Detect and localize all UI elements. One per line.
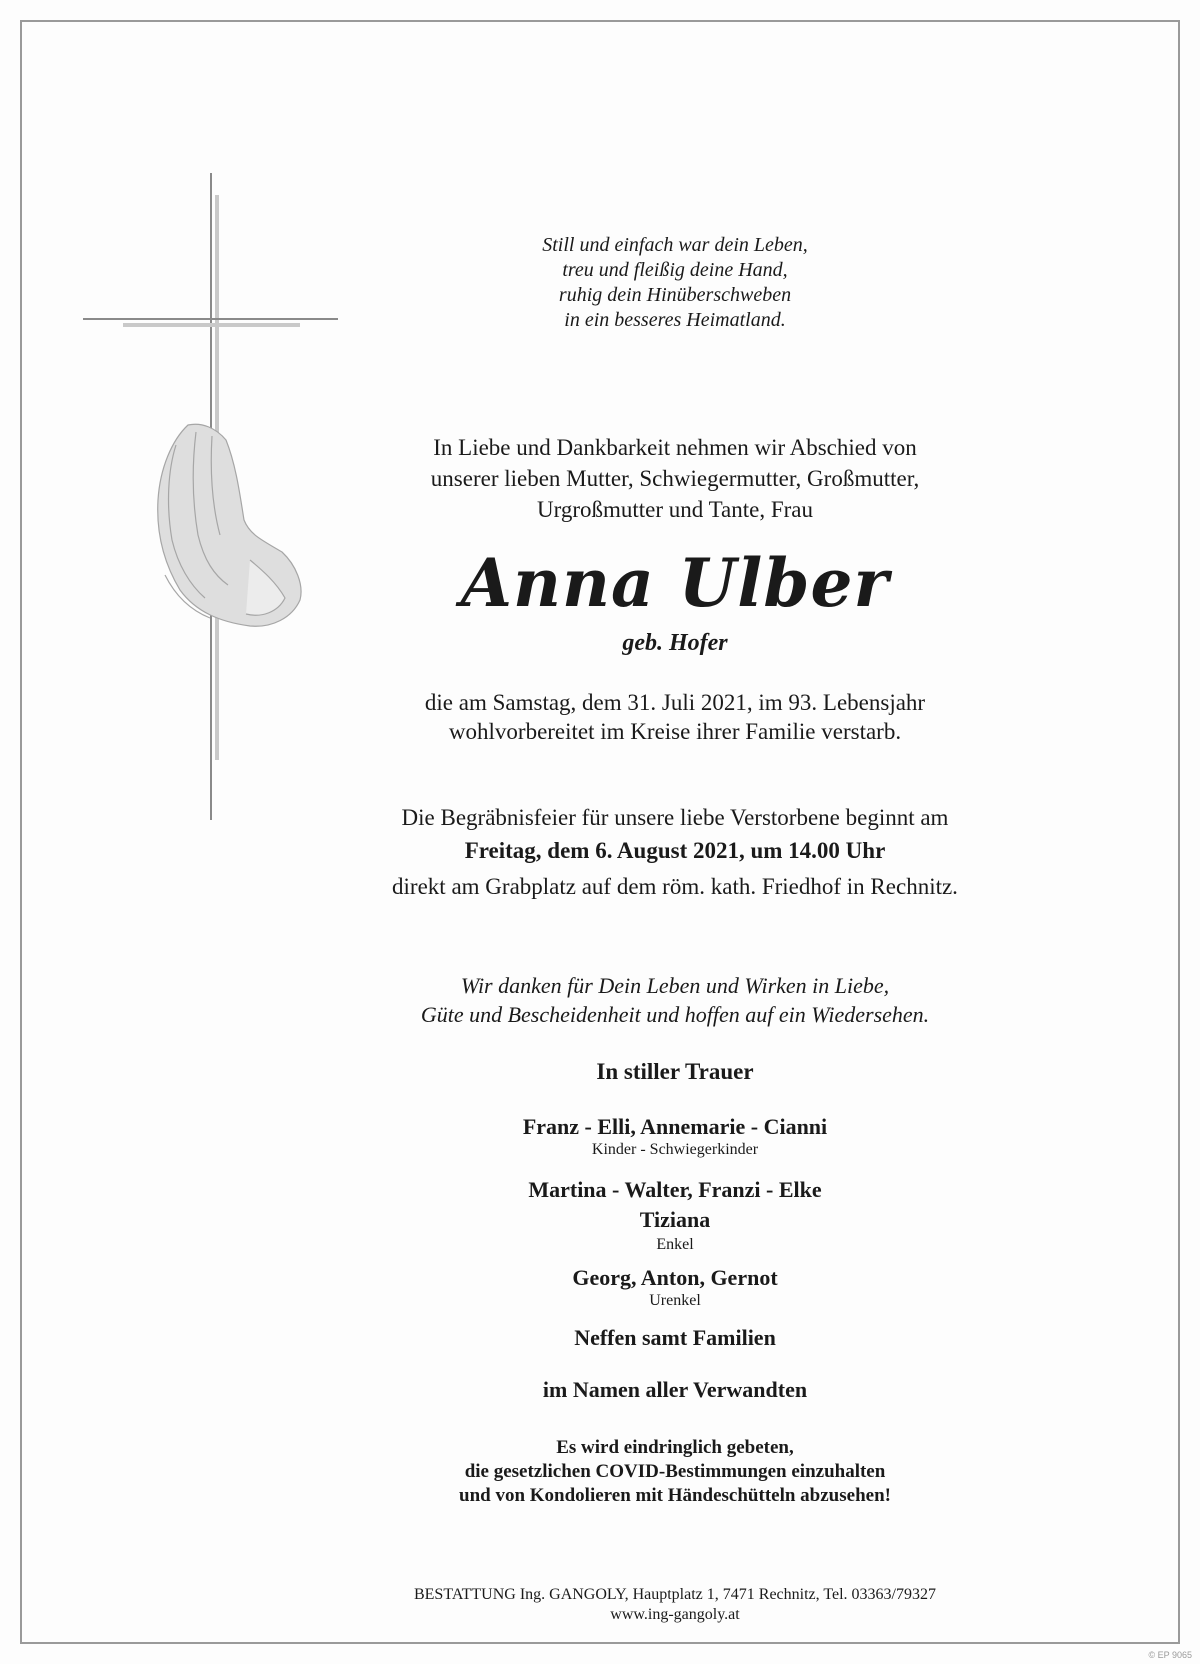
poem-line: ruhig dein Hinüberschweben [558,284,792,306]
grief-heading: In stiller Trauer [596,1059,754,1084]
poem-line: Still und einfach war dein Leben, [542,234,808,256]
mourners-grandchildren [365,1175,985,1255]
template-code: © EP 9065 [1148,1650,1192,1660]
death-notice-line: wohlvorbereitet im Kreise ihrer Familie verstarb. [448,719,902,744]
praying-hands-icon [158,424,301,626]
death-notice-line: die am Samstag, dem 31. Juli 2021, im 93. Lebensjahr [424,690,926,715]
poem-line: treu und fleißig deine Hand, [562,259,788,281]
funeral-date: Freitag, dem 6. August 2021, um 14.00 Uhr [464,838,886,863]
funeral-home-website: www.ing-gangoly.at [610,1606,740,1623]
mourner-names: Tiziana [639,1207,711,1232]
maiden-name: geb. Hofer [622,630,728,656]
covid-line: die gesetzlichen COVID-Bestimmungen einzuhalten [464,1461,886,1482]
poem-line: in ein besseres Heimatland. [564,309,786,331]
intro-line: unserer lieben Mutter, Schwiegermutter, Großmutter, [430,466,920,491]
funeral-home-address: BESTATTUNG Ing. GANGOLY, Hauptplatz 1, 7471 Rechnitz, Tel. 03363/79327 [413,1586,936,1603]
covid-notice [365,1436,985,1508]
covid-line: Es wird eindringlich gebeten, [556,1437,794,1458]
farewell-intro [365,432,985,525]
memorial-poem [365,233,985,333]
mourner-names: Georg, Anton, Gernot [572,1265,778,1290]
mourner-names: Martina - Walter, Franzi - Elke [528,1177,822,1202]
intro-line: In Liebe und Dankbarkeit nehmen wir Abschied von [433,435,917,460]
mourners-relatives: im Namen aller Verwandten [542,1377,808,1402]
mourners-great-grandchildren [365,1265,985,1311]
funeral-location: direkt am Grabplatz auf dem röm. kath. Friedhof in Rechnitz. [392,874,958,899]
mourner-relation: Urenkel [649,1292,701,1309]
mourner-names: Franz - Elli, Annemarie - Cianni [522,1114,828,1139]
thanks-text [365,971,985,1029]
thanks-line: Wir danken für Dein Leben und Wirken in Liebe, [460,973,890,998]
mourners-children [365,1114,985,1160]
covid-line: und von Kondolieren mit Händeschütteln abzusehen! [459,1485,891,1506]
funeral-intro: Die Begräbnisfeier für unsere liebe Verstorbene beginnt am [401,805,949,830]
funeral-home-footer [365,1585,985,1625]
deceased-name: Anna Ulber [460,544,890,622]
death-notice [365,688,985,746]
mourner-relation: Kinder - Schwiegerkinder [591,1141,759,1158]
thanks-line: Güte und Bescheidenheit und hoffen auf ein Wiedersehen. [420,1002,930,1027]
mourner-relation: Enkel [656,1236,694,1253]
mourners-nephews: Neffen samt Familien [574,1325,776,1350]
intro-line: Urgroßmutter und Tante, Frau [536,497,814,522]
